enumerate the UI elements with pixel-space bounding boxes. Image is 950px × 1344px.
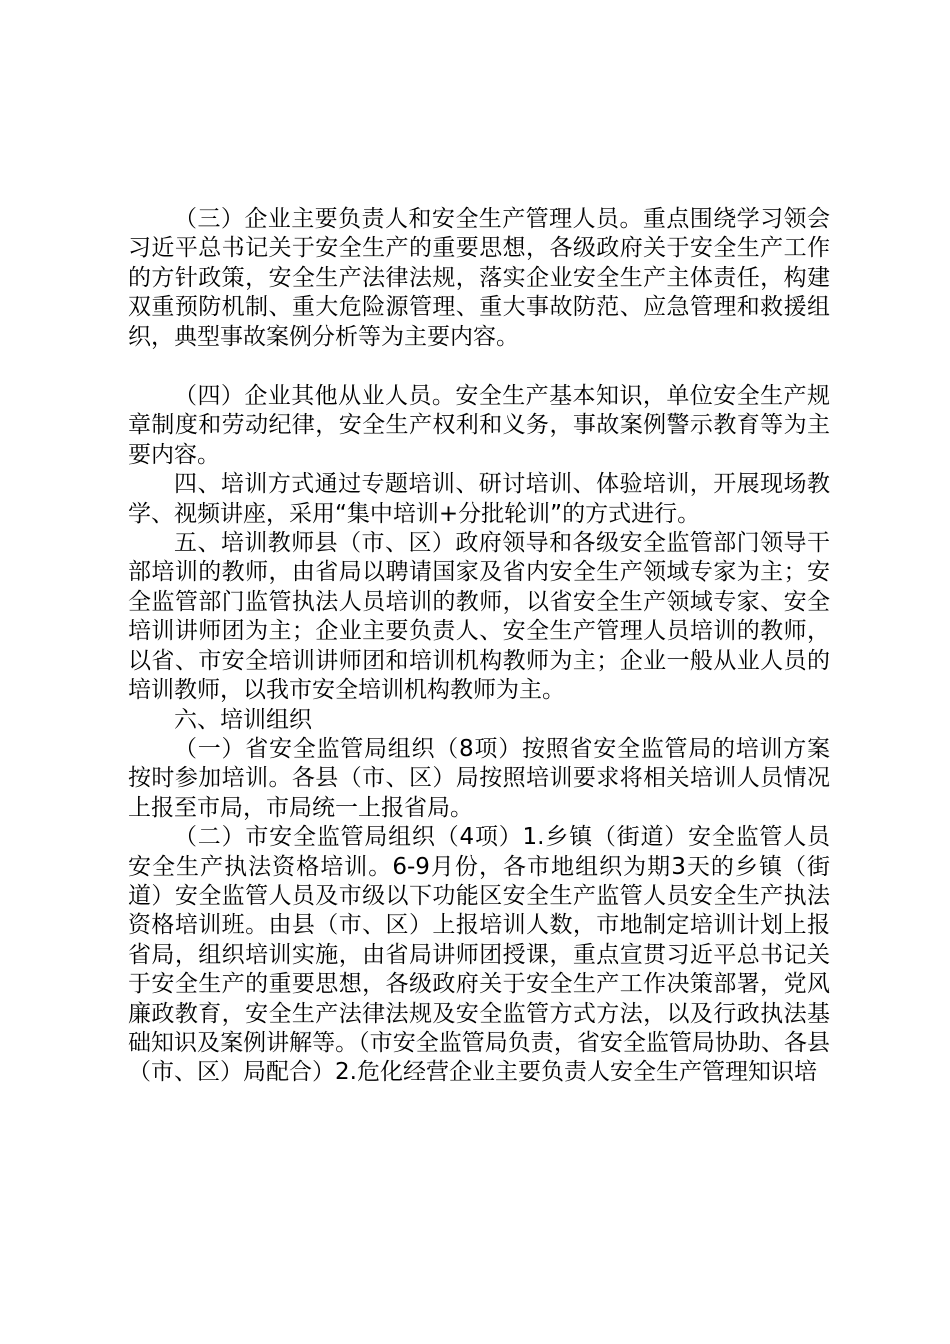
paragraph-enterprise-managers: （三）企业主要负责人和安全生产管理人员。重点围绕学习领会习近平总书记关于安全生产的重要思想，各级政府关于安全生产工作的方针政策，安全生产法律法规，落实企业安全生产主体责任，构建双重预防机制、重大危险源管理、重大事故防范、应急管理和救援组织，典型事故案例分析等为主要内容。 <box>128 206 830 350</box>
paragraph-other-employees: （四）企业其他从业人员。安全生产基本知识，单位安全生产规章制度和劳动纪律，安全生产权利和义务，事故案例警示教育等为主要内容。 <box>128 383 830 468</box>
document-body <box>128 205 830 1088</box>
paragraph-training-methods: 四、培训方式通过专题培训、研讨培训、体验培训，开展现场教学、视频讲座，采用“集中培训+分批轮训”的方式进行。 <box>128 471 830 527</box>
paragraph-provincial-organization: （一）省安全监管局组织（8项）按照省安全监管局的培训方案按时参加培训。各县（市、区）局按照培训要求将相关培训人员情况上报至市局，市局统一上报省局。 <box>128 735 830 821</box>
paragraph-gap <box>128 352 830 382</box>
paragraph-training-teachers: 五、培训教师县（市、区）政府领导和各级安全监管部门领导干部培训的教师，由省局以聘请国家及省内安全生产领域专家为主；安全监管部门监管执法人员培训的教师，以省安全生产领域专家、安全培训讲师团为主；企业主要负责人、安全生产管理人员培训的教师，以省、市安全培训讲师团和培训机构教师为主；企业一般从业人员的培训教师，以我市安全培训机构教师为主。 <box>128 530 830 704</box>
paragraph-municipal-organization: （二）市安全监管局组织（4项）1.乡镇（街道）安全监管人员安全生产执法资格培训。6-9月份，各市地组织为期3天的乡镇（街道）安全监管人员及市级以下功能区安全生产监管人员安全生产执法资格培训班。由县（市、区）上报培训人数，市地制定培训计划上报省局，组织培训实施，由省局讲师团授课，重点宣贯习近平总书记关于安全生产的重要思想，各级政府关于安全生产工作决策部署，党风廉政教育，安全生产法律法规及安全监管方式方法，以及行政执法基础知识及案例讲解等。（市安全监管局负责，省安全监管局协助、各县（市、区）局配合）2.危化经营企业主要负责人安全生产管理知识培 <box>128 824 830 1086</box>
section-heading-training-organization: 六、培训组织 <box>174 706 312 733</box>
